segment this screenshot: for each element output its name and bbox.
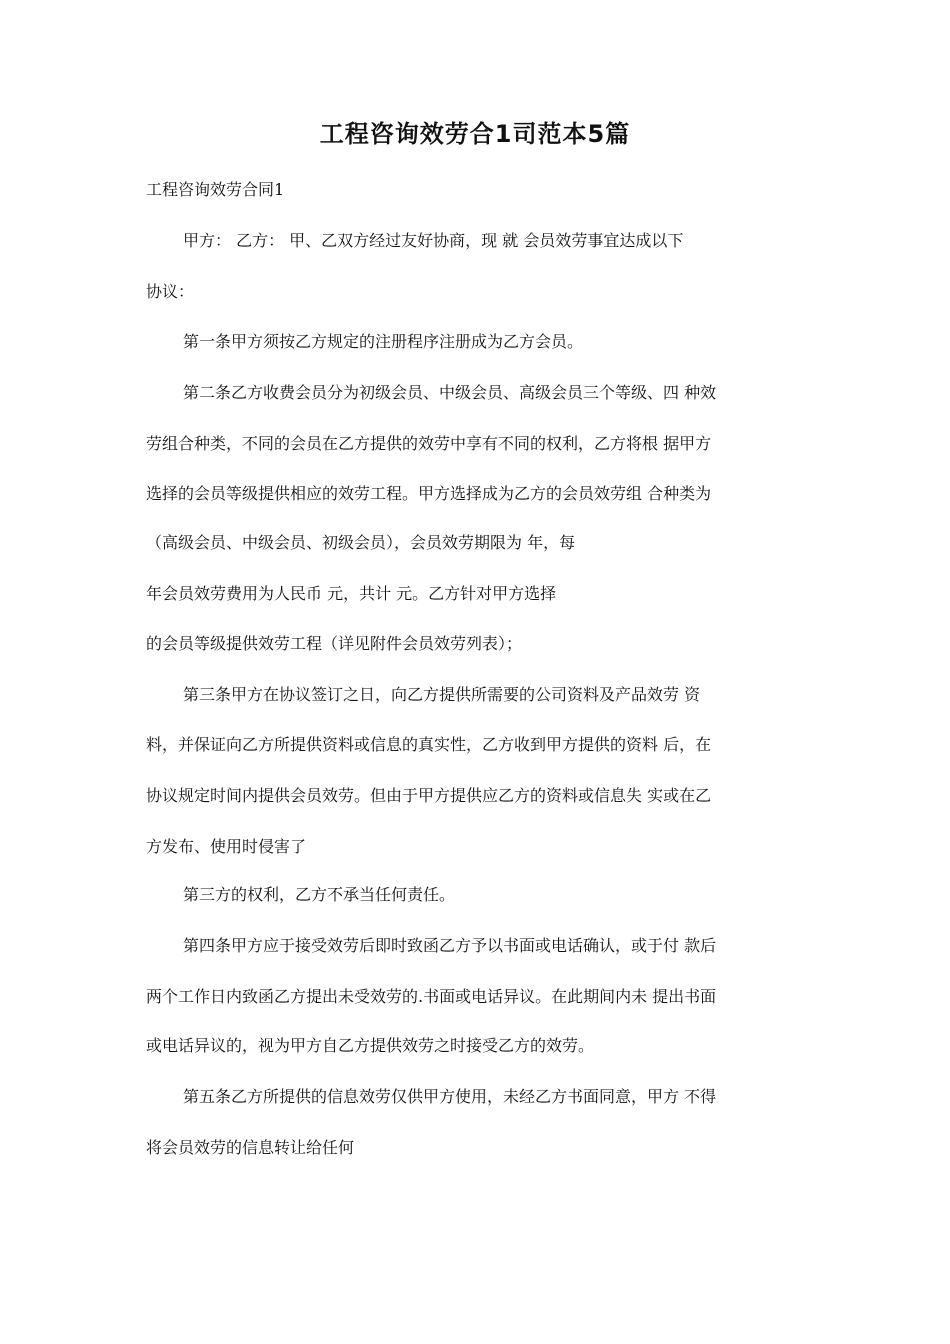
paragraph-line: 第三条甲方在协议签订之日，向乙方提供所需要的公司资料及产品效劳 资 xyxy=(183,685,701,704)
paragraph-line: 协议： xyxy=(146,282,195,301)
paragraph-line: 的会员等级提供效劳工程（详见附件会员效劳列表）； xyxy=(146,634,523,653)
paragraph-line: 劳组合种类，不同的会员在乙方提供的效劳中享有不同的权利，乙方将根 据甲方 xyxy=(146,434,712,453)
paragraph-line: 第一条甲方须按乙方规定的注册程序注册成为乙方会员。 xyxy=(183,332,584,351)
paragraph-line: 年会员效劳费用为人民币 元，共计 元。乙方针对甲方选择 xyxy=(146,584,557,603)
paragraph-line: 两个工作日内致函乙方提出未受效劳的.书面或电话异议。在此期间内未 提出书面 xyxy=(146,987,717,1006)
paragraph-line: 第二条乙方收费会员分为初级会员、中级会员、高级会员三个等级、四 种效 xyxy=(183,383,717,402)
paragraph-line: 方发布、使用时侵害了 xyxy=(146,837,307,856)
paragraph-line: 将会员效劳的信息转让给任何 xyxy=(146,1138,355,1157)
paragraph-line: 协议规定时间内提供会员效劳。但由于甲方提供应乙方的资料或信息失 实或在乙 xyxy=(146,786,712,805)
paragraph-line: 或电话异议的，视为甲方自乙方提供效劳之时接受乙方的效劳。 xyxy=(146,1036,595,1055)
paragraph-line: 第五条乙方所提供的信息效劳仅供甲方使用，未经乙方书面同意，甲方 不得 xyxy=(183,1087,717,1106)
document-title: 工程咨询效劳合1司范本5篇 xyxy=(319,120,631,148)
section-heading: 工程咨询效劳合同1 xyxy=(146,180,285,199)
paragraph-line: 第四条甲方应于接受效劳后即时致函乙方予以书面或电话确认，或于付 款后 xyxy=(183,936,717,955)
paragraph-line: 选择的会员等级提供相应的效劳工程。甲方选择成为乙方的会员效劳组 合种类为 xyxy=(146,484,712,503)
paragraph-line: 第三方的权利，乙方不承当任何责任。 xyxy=(183,885,456,904)
paragraph-line: （高级会员、中级会员、初级会员），会员效劳期限为 年，每 xyxy=(146,533,576,552)
paragraph-line: 料，并保证向乙方所提供资料或信息的真实性，乙方收到甲方提供的资料 后，在 xyxy=(146,735,712,754)
paragraph-line: 甲方： 乙方： 甲、乙双方经过友好协商，现 就 会员效劳事宜达成以下 xyxy=(183,231,684,250)
